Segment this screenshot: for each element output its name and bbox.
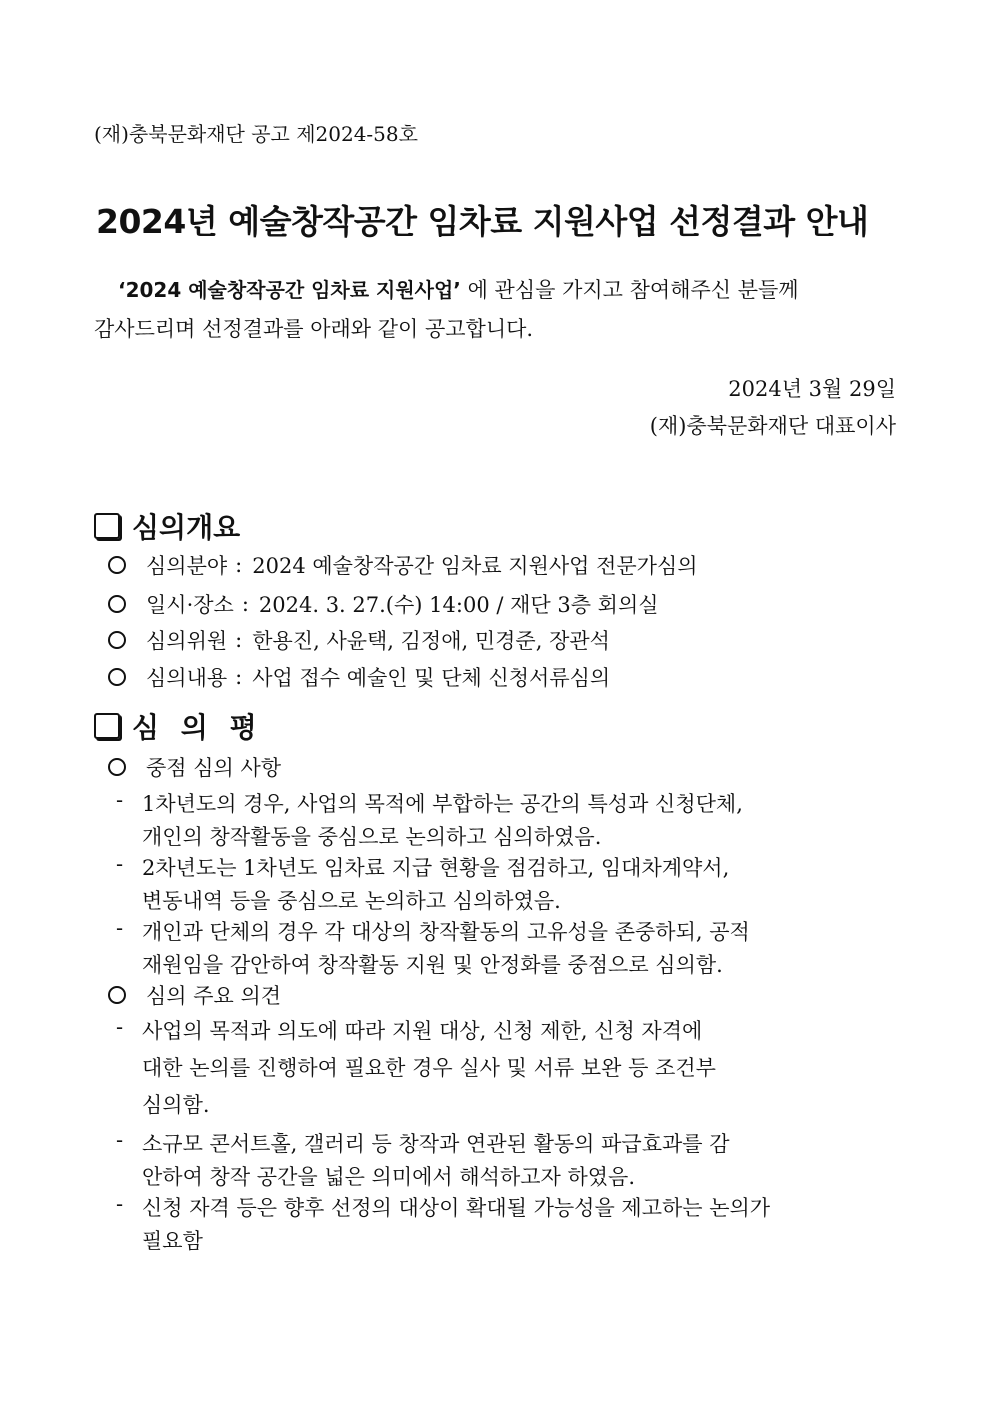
circle-bullet-icon [108,986,126,1004]
overview-item [104,550,698,580]
overview-item-value: 2024 예술창작공간 임차료 지원사업 전문가심의 [252,554,698,578]
review-item-line: 재원임을 감안하여 창작활동 지원 및 안정화를 중점으로 심의함. [142,953,723,977]
circle-bullet-icon [108,668,126,686]
intro-line-2: 감사드리며 선정결과를 아래와 같이 공고합니다. [94,317,534,341]
review-item-line: 필요함 [142,1229,203,1253]
checkbox-square-icon [94,713,120,739]
overview-item [104,589,659,619]
review-subheading-label: 심의 주요 의견 [146,984,282,1008]
review-item-line: 사업의 목적과 의도에 따라 지원 대상, 신청 제한, 신청 자격에 [142,1019,703,1043]
overview-item-value: 2024. 3. 27.(수) 14:00 / 재단 3층 회의실 [258,593,659,617]
circle-bullet-icon [108,595,126,613]
overview-item-label: 심의분야 [146,554,228,578]
issuer: (재)충북문화재단 대표이사 [649,414,896,438]
checkbox-square-icon [94,513,120,539]
circle-bullet-icon [108,556,126,574]
dash-bullet-icon: - [116,1128,124,1152]
dash-bullet-icon: - [116,1192,124,1216]
colon-separator: : [235,628,243,652]
overview-item-label: 일시·장소 [146,593,234,617]
program-name: ‘2024 예술창작공간 임차료 지원사업’ [118,278,461,302]
intro-line-1 [118,274,799,304]
overview-item-value: 한용진, 사윤택, 김정애, 민경준, 장관석 [252,629,610,653]
circle-bullet-icon [108,758,126,776]
overview-item-label: 심의위원 [146,629,228,653]
intro-line-1-rest: 에 관심을 가지고 참여해주신 분들께 [460,278,799,302]
section-heading-label: 심 의 평 [132,711,263,744]
review-subheading-label: 중점 심의 사항 [146,756,282,780]
review-item-line: 심의함. [142,1093,210,1117]
review-subheading [104,980,281,1010]
review-item-line: 변동내역 등을 중심으로 논의하고 심의하였음. [142,889,561,913]
page-title: 2024년 예술창작공간 임차료 지원사업 선정결과 안내 [96,202,869,241]
overview-item [104,662,610,692]
review-item-line: 소규모 콘서트홀, 갤러리 등 창작과 연관된 활동의 파급효과를 감 [142,1132,730,1156]
review-item-line: 1차년도의 경우, 사업의 목적에 부합하는 공간의 특성과 신청단체, [142,792,743,816]
review-subheading [104,752,281,782]
dash-bullet-icon: - [116,916,124,940]
dash-bullet-icon: - [116,1015,124,1039]
announcement-date: 2024년 3월 29일 [728,377,896,401]
dash-bullet-icon: - [116,788,124,812]
dash-bullet-icon: - [116,852,124,876]
review-item-line: 신청 자격 등은 향후 선정의 대상이 확대될 가능성을 제고하는 논의가 [142,1196,771,1220]
overview-item [104,625,610,655]
colon-separator: : [235,665,243,689]
section-heading-label: 심의개요 [132,511,241,544]
overview-item-value: 사업 접수 예술인 및 단체 신청서류심의 [252,666,611,690]
review-item-line: 안하여 창작 공간을 넓은 의미에서 해석하고자 하였음. [142,1165,636,1189]
review-item-line: 개인의 창작활동을 중심으로 논의하고 심의하였음. [142,825,602,849]
section-heading-overview [94,506,240,546]
circle-bullet-icon [108,631,126,649]
overview-item-label: 심의내용 [146,666,228,690]
notice-number: (재)충북문화재단 공고 제2024-58호 [94,122,418,146]
colon-separator: : [241,592,249,616]
colon-separator: : [235,553,243,577]
review-item-line: 2차년도는 1차년도 임차료 지급 현황을 점검하고, 임대차계약서, [142,856,730,880]
section-heading-review [94,706,263,746]
review-item-line: 개인과 단체의 경우 각 대상의 창작활동의 고유성을 존중하되, 공적 [142,920,750,944]
review-item-line: 대한 논의를 진행하여 필요한 경우 실사 및 서류 보완 등 조건부 [142,1056,716,1080]
